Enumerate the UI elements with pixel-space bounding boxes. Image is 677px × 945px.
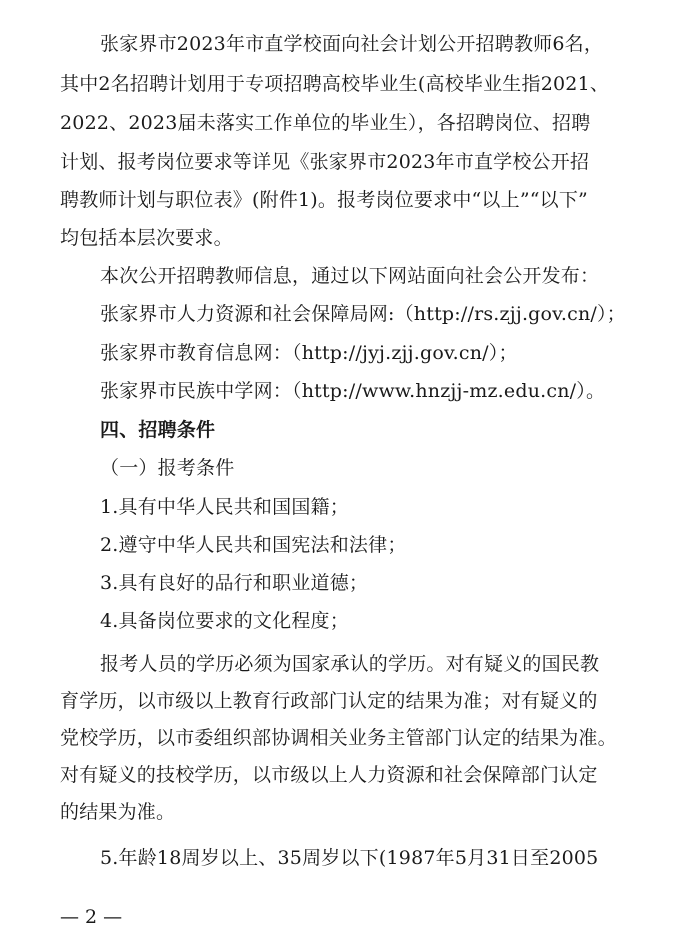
condition-1: 1.具有中华人民共和国国籍； — [100, 496, 349, 518]
paragraph-1-line-2: 其中2名招聘计划用于专项招聘高校毕业生(高校毕业生指2021、 — [60, 73, 610, 95]
website-ethnic-school: 张家界市民族中学网：（http://www.hnzjj-mz.edu.cn/）。 — [100, 380, 606, 402]
website-education: 张家界市教育信息网：（http://jyj.zjj.gov.cn/）； — [100, 342, 518, 364]
section-heading: 四、招聘条件 — [100, 419, 216, 441]
paragraph-2: 本次公开招聘教师信息，通过以下网站面向社会公开发布： — [100, 265, 600, 287]
paragraph-3-line-4: 对有疑义的技校学历，以市级以上人力资源和社会保障部门认定 — [60, 764, 598, 786]
paragraph-1-line-5: 聘教师计划与职位表》(附件1)。报考岗位要求中“以上”“以下” — [60, 189, 588, 211]
paragraph-1-line-3: 2022、2023届未落实工作单位的毕业生），各招聘岗位、招聘 — [60, 112, 591, 134]
condition-4: 4.具备岗位要求的文化程度； — [100, 610, 349, 632]
condition-2: 2.遵守中华人民共和国宪法和法律； — [100, 534, 407, 556]
condition-5: 5.年龄18周岁以上、35周岁以下(1987年5月31日至2005 — [100, 847, 599, 869]
website-hrss: 张家界市人力资源和社会保障局网:（http://rs.zjj.gov.cn/）； — [100, 303, 626, 325]
paragraph-1-line-6: 均包括本层次要求。 — [60, 227, 233, 249]
paragraph-3-line-2: 育学历，以市级以上教育行政部门认定的结果为准；对有疑义的 — [60, 690, 598, 712]
page-number: — 2 — — [60, 906, 123, 928]
condition-3: 3.具有良好的品行和职业道德； — [100, 572, 369, 594]
paragraph-1-line-4: 计划、报考岗位要求等详见《张家界市2023年市直学校公开招 — [60, 151, 590, 173]
sub-heading: （一）报考条件 — [100, 457, 235, 479]
paragraph-3-line-3: 党校学历，以市委组织部协调相关业务主管部门认定的结果为准。 — [60, 727, 617, 749]
paragraph-3-line-5: 的结果为准。 — [60, 801, 176, 823]
paragraph-3-line-1: 报考人员的学历必须为国家承认的学历。对有疑义的国民教 — [100, 653, 600, 675]
paragraph-1-line-1: 张家界市2023年市直学校面向社会计划公开招聘教师6名， — [100, 33, 604, 55]
